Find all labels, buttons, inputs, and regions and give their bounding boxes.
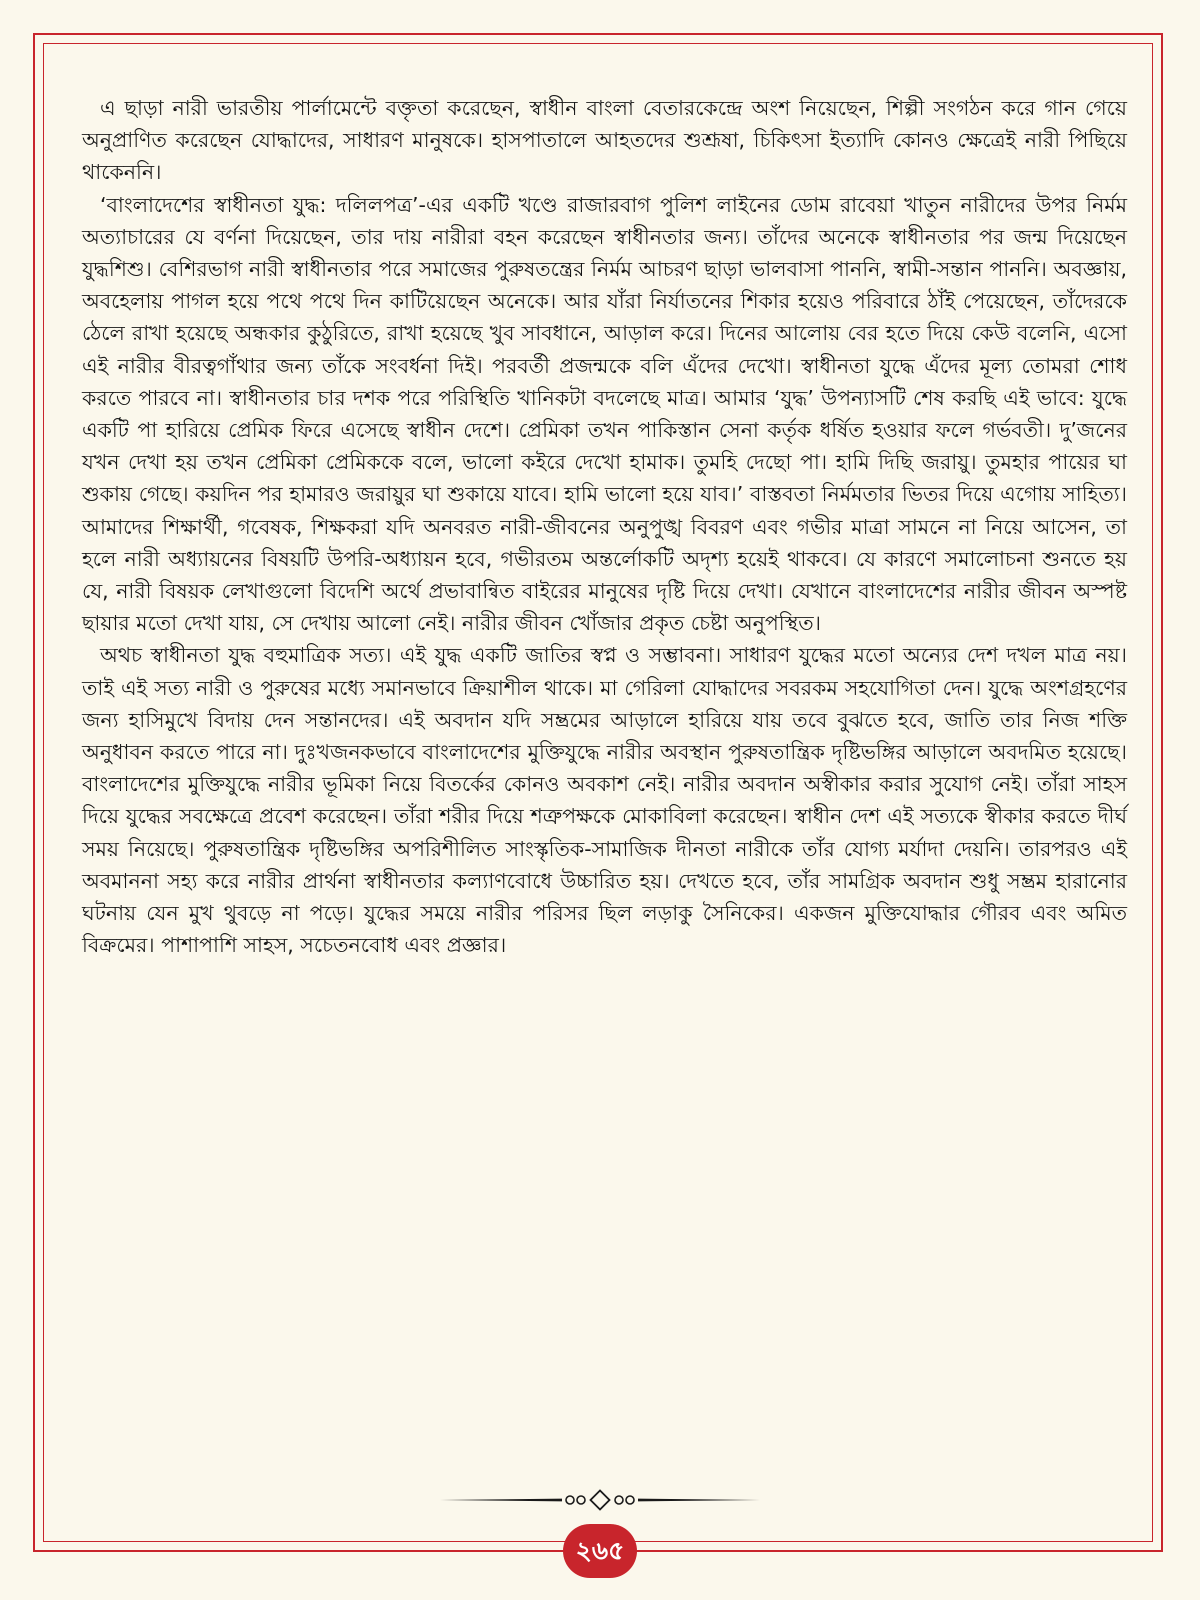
page-number-badge: ২৬৫ bbox=[563, 1524, 637, 1578]
article-body bbox=[82, 92, 1127, 961]
paragraph-1: এ ছাড়া নারী ভারতীয় পার্লামেন্টে বক্তৃতা করেছেন, স্বাধীন বাংলা বেতারকেন্দ্রে অংশ নিয়েছেন, শিল্পী সংগঠন করে গান গেয়ে অনুপ্রাণিত করেছেন যোদ্ধাদের, সাধারণ মানুষকে। হাসপাতালে আহতদের শুশ্রূষা, চিকিৎসা ইত্যাদি কোনও ক্ষেত্রেই নারী পিছিয়ে থাকেননি। bbox=[82, 96, 1127, 185]
paragraph-2: ‘বাংলাদেশের স্বাধীনতা যুদ্ধ: দলিলপত্র’-এর একটি খণ্ডে রাজারবাগ পুলিশ লাইনের ডোম রাবেয়া খাতুন নারীদের উপর নির্মম অত্যাচারের যে বর্ণনা দিয়েছেন, তার দায় নারীরা বহন করেছেন স্বাধীনতার জন্য। তাঁদের অনেকে স্বাধীনতার পর জন্ম দিয়েছেন যুদ্ধশিশু। বেশিরভাগ নারী স্বাধীনতার পরে সমাজের পুরুষতন্ত্রের নির্মম আচরণ ছাড়া ভালবাসা পাননি, স্বামী-সন্তান পাননি। অবজ্ঞায়, অবহেলায় পাগল হয়ে পথে পথে দিন কাটিয়েছেন অনেকে। আর যাঁরা নির্যাতনের শিকার হয়েও পরিবারে ঠাঁই পেয়েছেন, তাঁদেরকে ঠেলে রাখা হয়েছে অন্ধকার কুঠুরিতে, রাখা হয়েছে খুব সাবধানে, আড়াল করে। দিনের আলোয় বের হতে দিয়ে কেউ বলেনি, এসো এই নারীর বীরত্বগাঁথার জন্য তাঁকে সংবর্ধনা দিই। পরবর্তী প্রজন্মকে বলি এঁদের দেখো। স্বাধীনতা যুদ্ধে এঁদের মূল্য তোমরা শোধ করতে পারবে না। স্বাধীনতার চার দশক পরে পরিস্থিতি খানিকটা বদলেছে মাত্র। আমার ‘যুদ্ধ’ উপন্যাসটি শেষ করছি এই ভাবে: যুদ্ধে একটি পা হারিয়ে প্রেমিক ফিরে এসেছে স্বাধীন দেশে। প্রেমিকা তখন পাকিস্তান সেনা কর্তৃক ধর্ষিত হওয়ার ফলে গর্ভবতী। দু’জনের যখন দেখা হয় তখন প্রেমিকা প্রেমিককে বলে, ভালো কইরে দেখো হামাক। তুমহি দেছো পা। হামি দিছি জরায়ু। তুমহার পায়ের ঘা শুকায় গেছে। কয়দিন পর হামারও জরায়ুর ঘা শুকায়ে যাবে। হামি ভালো হয়ে যাব।’ বাস্তবতা নির্মমতার ভিতর দিয়ে এগোয় সাহিত্য। আমাদের শিক্ষার্থী, গবেষক, শিক্ষকরা যদি অনবরত নারী-জীবনের অনুপুঙ্খ বিবরণ এবং গভীর মাত্রা সামনে না নিয়ে আসেন, তা হলে নারী অধ্যায়নের বিষয়টি উপরি-অধ্যায়ন হবে, গভীরতম অন্তর্লোকটি অদৃশ্য হয়েই থাকবে। যে কারণে সমালোচনা শুনতে হয় যে, নারী বিষয়ক লেখাগুলো বিদেশি অর্থে প্রভাবান্বিত বাইরের মানুষের দৃষ্টি দিয়ে দেখা। যেখানে বাংলাদেশের নারীর জীবন অস্পষ্ট ছায়ার মতো দেখা যায়, সে দেখায় আলো নেই। নারীর জীবন খোঁজার প্রকৃত চেষ্টা অনুপস্থিত। bbox=[82, 192, 1127, 636]
paragraph-3: অথচ স্বাধীনতা যুদ্ধ বহুমাত্রিক সত্য। এই যুদ্ধ একটি জাতির স্বপ্ন ও সম্ভাবনা। সাধারণ যুদ্ধের মতো অন্যের দেশ দখল মাত্র নয়। তাই এই সত্য নারী ও পুরুষের মধ্যে সমানভাবে ক্রিয়াশীল থাকে। মা গেরিলা যোদ্ধাদের সবরকম সহযোগিতা দেন। যুদ্ধে অংশগ্রহণের জন্য হাসিমুখে বিদায় দেন সন্তানদের। এই অবদান যদি সম্ভ্রমের আড়ালে হারিয়ে যায় তবে বুঝতে হবে, জাতি তার নিজ শক্তি অনুধাবন করতে পারে না। দুঃখজনকভাবে বাংলাদেশের মুক্তিযুদ্ধে নারীর অবস্থান পুরুষতান্ত্রিক দৃষ্টিভঙ্গির আড়ালে অবদমিত হয়েছে। বাংলাদেশের মুক্তিযুদ্ধে নারীর ভূমিকা নিয়ে বিতর্কের কোনও অবকাশ নেই। নারীর অবদান অস্বীকার করার সুযোগ নেই। তাঁরা সাহস দিয়ে যুদ্ধের সবক্ষেত্রে প্রবেশ করেছেন। তাঁরা শরীর দিয়ে শত্রুপক্ষকে মোকাবিলা করেছেন। স্বাধীন দেশ এই সত্যকে স্বীকার করতে দীর্ঘ সময় নিয়েছে। পুরুষতান্ত্রিক দৃষ্টিভঙ্গির অপরিশীলিত সাংস্কৃতিক-সামাজিক দীনতা নারীকে তাঁর যোগ্য মর্যাদা দেয়নি। তারপরও এই অবমাননা সহ্য করে নারীর প্রার্থনা স্বাধীনতার কল্যাণবোধে উচ্চারিত হয়। দেখতে হবে, তাঁর সামগ্রিক অবদান শুধু সম্ভ্রম হারানোর ঘটনায় যেন মুখ থুবড়ে না পড়ে। যুদ্ধের সময়ে নারীর পরিসর ছিল লড়াকু সৈনিকের। একজন মুক্তিযোদ্ধার গৌরব এবং অমিত বিক্রমের। পাশাপাশি সাহস, সচেতনবোধ এবং প্রজ্ঞার। bbox=[82, 643, 1127, 958]
divider-ornament bbox=[440, 1488, 760, 1512]
